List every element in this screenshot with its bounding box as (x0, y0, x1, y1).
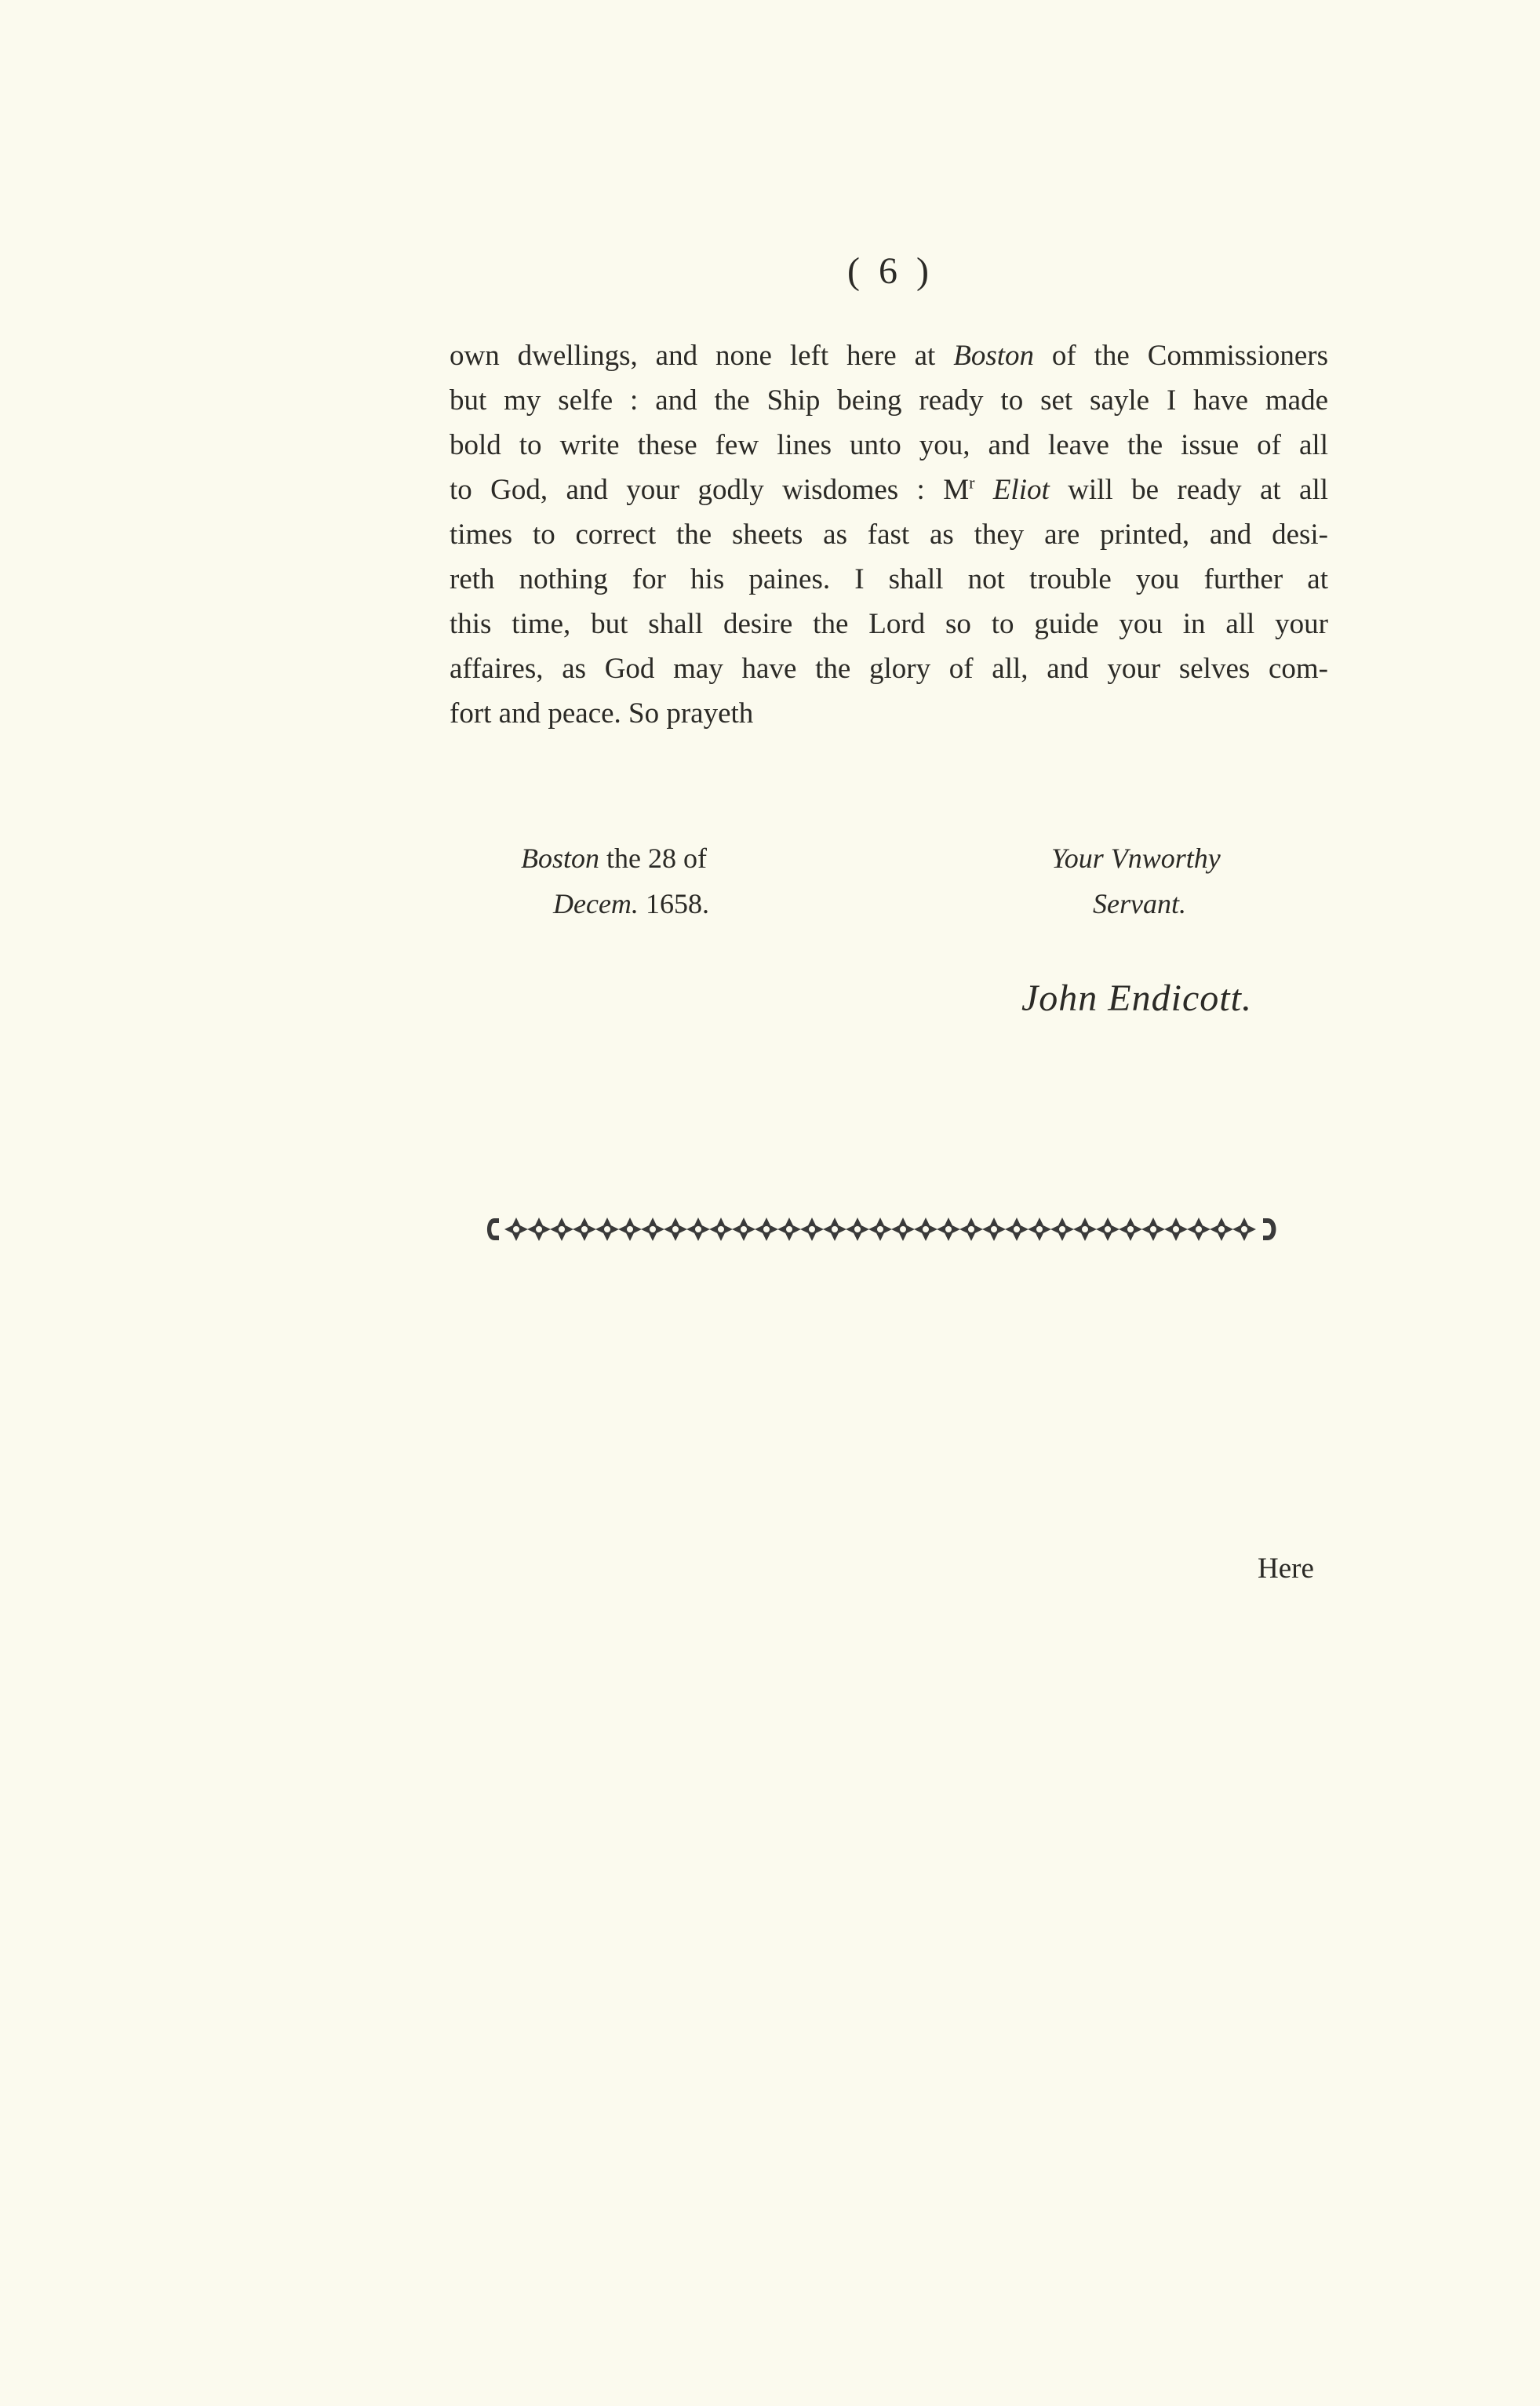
text-line (450, 378, 1328, 423)
text-run (974, 474, 992, 506)
dateline-line-1 (471, 835, 785, 881)
ornament-end-cap (1263, 1218, 1276, 1240)
ornament-motif-center (1196, 1226, 1202, 1232)
ornament-motif-center (695, 1226, 701, 1232)
ornament-motif-center (672, 1226, 679, 1232)
closing (1020, 835, 1334, 926)
catchword: Here (1258, 1552, 1314, 1585)
person-name: Eliot (992, 474, 1050, 506)
ornament-motif-center (1105, 1226, 1111, 1232)
text-run: own dwellings, and none left here at (450, 340, 954, 372)
ornament-motif-center (945, 1226, 952, 1232)
text-line (450, 691, 1328, 736)
place-name: Boston (953, 340, 1035, 372)
ornament-motif-center (763, 1226, 770, 1232)
ornament-motif-center (1014, 1226, 1020, 1232)
ornament-motif-center (536, 1226, 542, 1232)
text-run: this time, but shall desire the Lord so to guide you in all your (450, 608, 1328, 640)
dateline-year: 1658. (638, 888, 709, 919)
ornament-motif-center (832, 1226, 838, 1232)
ornament-motif-center (877, 1226, 883, 1232)
text-run: times to correct the sheets as fast as they are printed, and desi- (450, 519, 1328, 551)
text-run: will be ready at all (1049, 474, 1329, 506)
ornament-motif-center (1127, 1226, 1134, 1232)
ornament-motif-center (1059, 1226, 1065, 1232)
ornament-motif-center (923, 1226, 929, 1232)
ornament-motif-center (854, 1226, 861, 1232)
text-line (450, 512, 1328, 557)
text-run: reth nothing for his paines. I shall not trouble you further at (450, 563, 1328, 595)
ornament-motif-center (513, 1226, 519, 1232)
dateline-month: Decem. (553, 888, 639, 919)
text-line (450, 333, 1328, 378)
text-line (450, 423, 1328, 468)
ornament-motif-center (900, 1226, 906, 1232)
ornament-motif-center (1241, 1226, 1247, 1232)
ornament-end-cap (487, 1218, 499, 1240)
closing-line-2: Servant. (1093, 888, 1186, 919)
text-line (450, 646, 1328, 691)
ornament-motif-center (1173, 1226, 1179, 1232)
ornament-motif-center (581, 1226, 588, 1232)
dateline-line-2 (471, 881, 785, 926)
ornament-motif-center (968, 1226, 974, 1232)
ornament-motif-center (741, 1226, 747, 1232)
text-line (450, 468, 1328, 512)
ornament-motif-center (1082, 1226, 1088, 1232)
dateline-day: the 28 of (599, 843, 707, 874)
text-run: to God, and your godly wisdomes : M (450, 474, 970, 506)
text-line (450, 602, 1328, 646)
superscript: r (969, 472, 975, 493)
page-number: ( 6 ) (847, 250, 934, 292)
text-run: affaires, as God may have the glory of all, and your selves com- (450, 653, 1328, 685)
dateline-place: Boston (521, 843, 600, 874)
text-line (450, 557, 1328, 602)
dateline (471, 835, 785, 926)
text-run: but my selfe : and the Ship being ready to set sayle I have made (450, 384, 1328, 417)
text-run: of the Commissioners (1034, 340, 1329, 372)
text-run: fort and peace. So prayeth (450, 697, 754, 730)
text-run: bold to write these few lines unto you, and leave the issue of all (450, 429, 1328, 461)
ornament-motif-center (1036, 1226, 1043, 1232)
closing-line-1: Your Vnworthy (1051, 843, 1221, 874)
ornament-divider (483, 1212, 1280, 1247)
signature: John Endicott. (1021, 977, 1252, 1019)
letter-body (450, 333, 1328, 736)
ornament-motif-center (991, 1226, 997, 1232)
ornament-motif-center (786, 1226, 792, 1232)
ornament-motif-center (809, 1226, 815, 1232)
ornament-motif-center (1150, 1226, 1156, 1232)
ornament-motif-center (1218, 1226, 1225, 1232)
ornament-motif-center (604, 1226, 610, 1232)
ornament-motif-center (627, 1226, 633, 1232)
ornament-motif-center (650, 1226, 656, 1232)
ornament-motif-center (559, 1226, 565, 1232)
ornament-motif-center (718, 1226, 724, 1232)
